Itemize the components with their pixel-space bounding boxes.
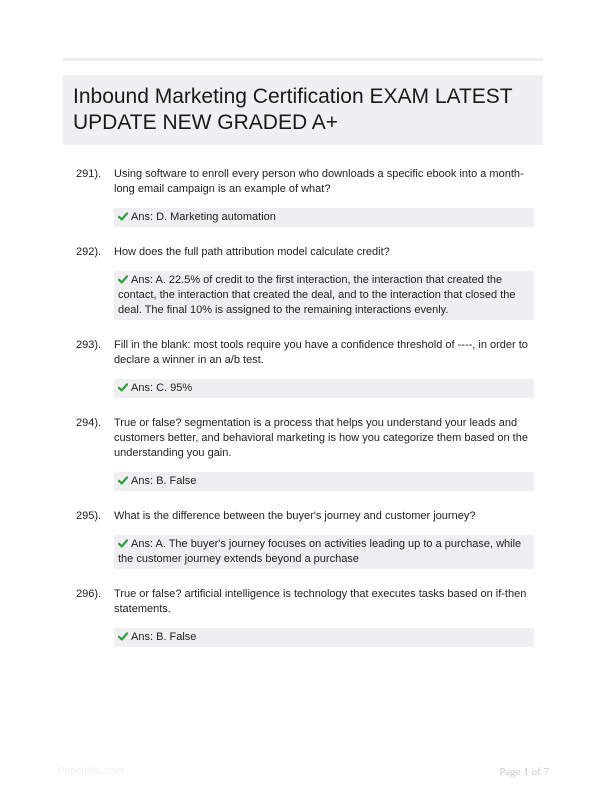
question-number: 291).: [76, 168, 102, 180]
answer-text: Ans: A. The buyer's journey focuses on activities leading up to a purchase, while the customer journey extends beyond a purchase: [118, 538, 522, 565]
footer-watermark: Paperlibtc.com: [58, 766, 125, 777]
check-icon: [118, 275, 128, 284]
check-icon: [118, 476, 128, 485]
question-row: [0, 167, 606, 197]
question-row: [0, 509, 606, 524]
page-title: Inbound Marketing Certification EXAM LATEST UPDATE NEW GRADED A+: [73, 85, 513, 134]
question-text: True or false? segmentation is a process that helps you understand your leads and customers better, and behavioral marketing is how you categorize them based on the understanding you gain.: [114, 417, 528, 459]
question-number: 294).: [76, 417, 102, 429]
question-item: [0, 416, 606, 491]
answer-box: [114, 208, 534, 227]
question-item: [0, 338, 606, 398]
question-text: True or false? artificial intelligence is technology that executes tasks based on if-then statements.: [114, 588, 527, 615]
question-row: [0, 338, 606, 368]
question-text: Fill in the blank: most tools require you have a confidence threshold of ----, in order to declare a winner in an a/b test.: [114, 339, 528, 366]
answer-box: [114, 271, 534, 320]
check-icon: [118, 539, 128, 548]
check-icon: [118, 212, 128, 221]
answer-box: [114, 628, 534, 647]
answer-text: Ans: B. False: [131, 631, 197, 643]
question-item: [0, 245, 606, 320]
answer-text: Ans: C. 95%: [131, 382, 193, 394]
question-item: [0, 167, 606, 227]
question-number: 296).: [76, 588, 102, 600]
question-text: How does the full path attribution model calculate credit?: [114, 246, 390, 258]
answer-box: [114, 379, 534, 398]
question-number: 295).: [76, 510, 102, 522]
question-row: [0, 587, 606, 617]
question-item: [0, 587, 606, 647]
question-item: [0, 509, 606, 569]
question-number: 293).: [76, 339, 102, 351]
answer-text: Ans: A. 22.5% of credit to the first interaction, the interaction that created the contact, the interaction that created the deal, and to the interaction that closed the deal. The final 10% is assigned to the remaining interactions evenly.: [118, 274, 516, 316]
question-number: 292).: [76, 246, 102, 258]
question-row: [0, 416, 606, 461]
question-row: [0, 245, 606, 260]
answer-text: Ans: B. False: [131, 475, 197, 487]
question-text: What is the difference between the buyer's journey and customer journey?: [114, 510, 476, 522]
answer-text: Ans: D. Marketing automation: [131, 211, 276, 223]
question-text: Using software to enroll every person who downloads a specific ebook into a month-long email campaign is an example of what?: [114, 168, 524, 195]
page-number: Page 1 of 7: [499, 766, 549, 778]
top-divider: [63, 58, 543, 61]
check-icon: [118, 383, 128, 392]
answer-box: [114, 535, 534, 569]
check-icon: [118, 632, 128, 641]
answer-box: [114, 472, 534, 491]
question-list: [0, 167, 606, 665]
title-banner: [63, 75, 543, 145]
